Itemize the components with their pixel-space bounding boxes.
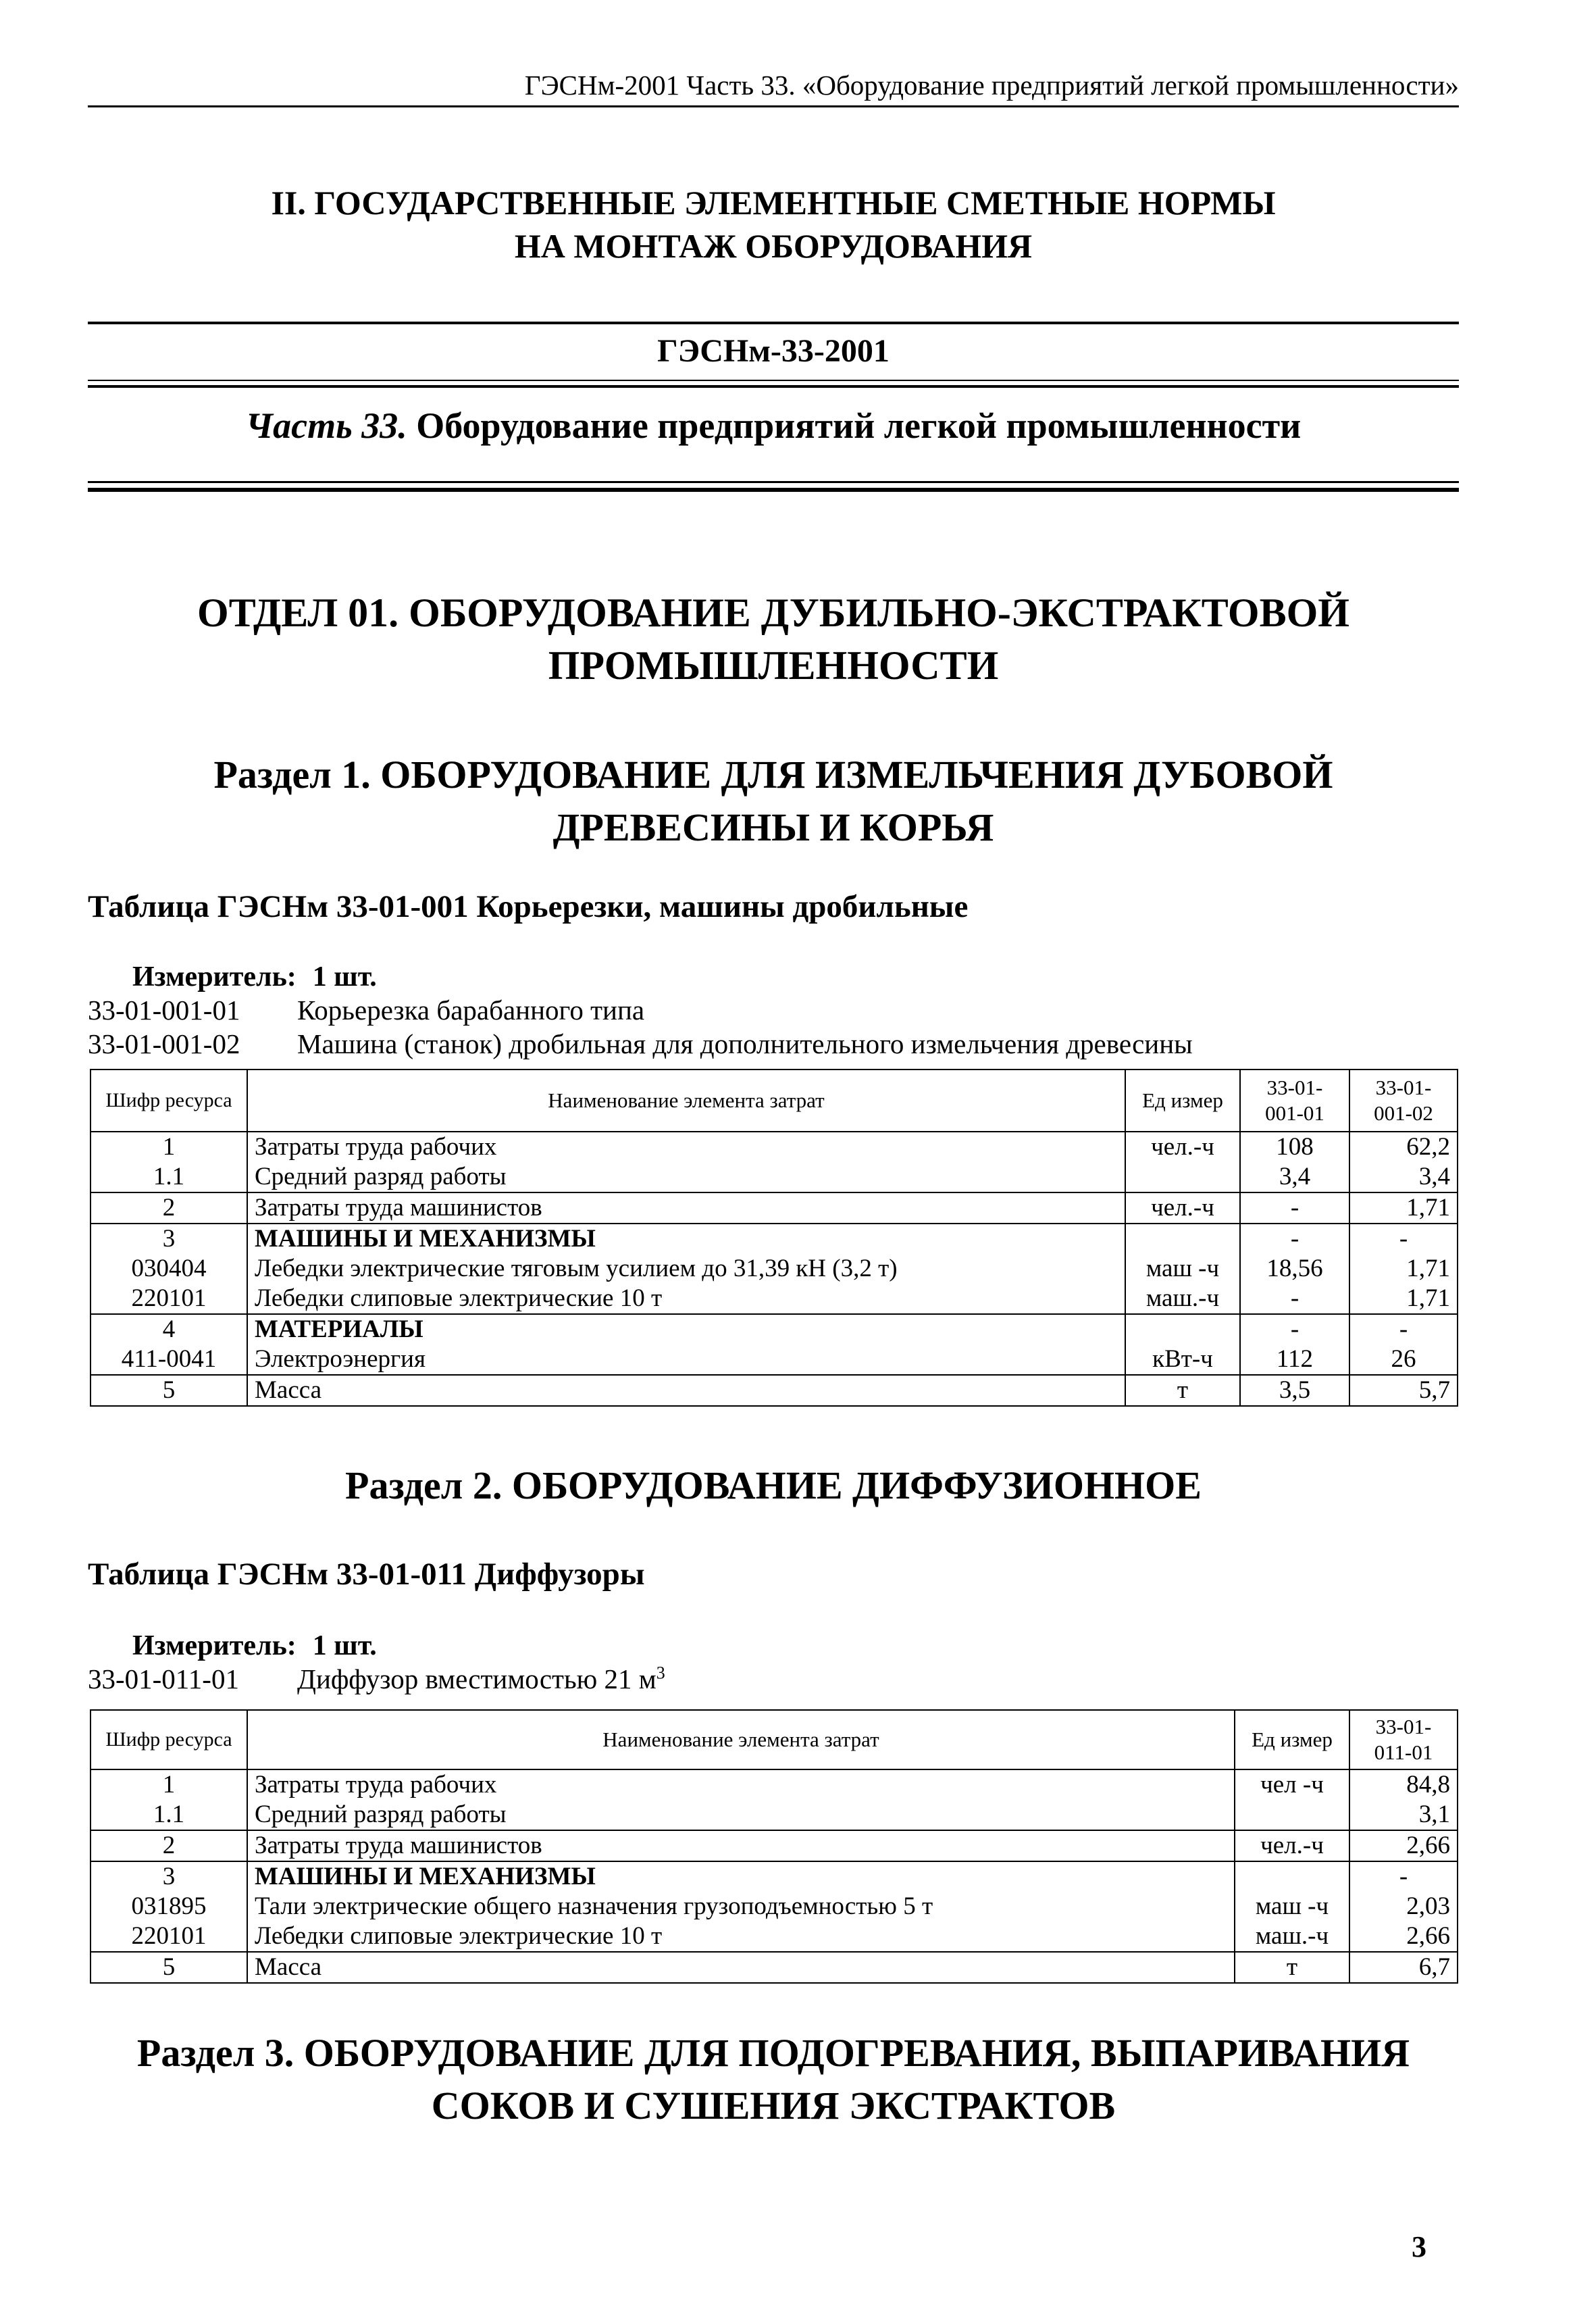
part-rule-1	[88, 481, 1459, 483]
table-row	[91, 1830, 1458, 1861]
table1	[90, 1069, 1458, 1407]
table-cell: -	[1240, 1192, 1349, 1224]
table-cell: Масса	[247, 1952, 1235, 1983]
table-row	[91, 1800, 1458, 1830]
table-cell: -	[1349, 1224, 1458, 1254]
table2-meter-value: 1 шт.	[312, 1630, 377, 1661]
table-cell	[1125, 1224, 1240, 1254]
razdel1-title	[88, 749, 1459, 854]
part-label: Часть 33.	[245, 405, 407, 446]
table2	[90, 1709, 1458, 1984]
table2-meter	[132, 1628, 377, 1663]
table-cell: 3,4	[1240, 1162, 1349, 1192]
norm-name: Корьерезка барабанного типа	[297, 995, 645, 1026]
table-cell: 18,56	[1240, 1254, 1349, 1284]
table1-title: Таблица ГЭСНм 33-01-001 Корьерезки, машины дробильные	[88, 889, 969, 924]
table-cell: 031895	[91, 1892, 247, 1921]
table-row	[91, 1952, 1458, 1983]
table-cell: Затраты труда машинистов	[247, 1192, 1125, 1224]
table-cell: Затраты труда машинистов	[247, 1830, 1235, 1861]
table-cell: маш.-ч	[1125, 1284, 1240, 1314]
table-cell: 1	[91, 1769, 247, 1800]
table-cell: 220101	[91, 1921, 247, 1952]
table-cell: Тали электрические общего назначения грузоподъемностью 5 т	[247, 1892, 1235, 1921]
table-row	[91, 1314, 1458, 1344]
norm-code: 33-01-001-01	[88, 995, 240, 1026]
norm-row	[88, 1027, 1193, 1061]
table-cell: Средний разряд работы	[247, 1800, 1235, 1830]
col-header-code: Шифр ресурса	[91, 1710, 247, 1769]
table-cell: 5	[91, 1952, 247, 1983]
header-line: 33-01-	[1375, 1715, 1432, 1738]
table-cell: 5	[91, 1375, 247, 1406]
table-cell: Затраты труда рабочих	[247, 1132, 1125, 1162]
col-header-name: Наименование элемента затрат	[247, 1070, 1125, 1132]
running-header: ГЭСНм-2001 Часть 33. «Оборудование предприятий легкой промышленности»	[524, 70, 1459, 101]
razdel3-title-line-2: СОКОВ И СУШЕНИЯ ЭКСТРАКТОВ	[431, 2084, 1116, 2128]
norm-code: 33-01-011-01	[88, 1663, 239, 1694]
table-cell: Лебедки электрические тяговым усилием до 31,39 кН (3,2 т)	[247, 1254, 1125, 1284]
table-row	[91, 1344, 1458, 1375]
table-cell: МАТЕРИАЛЫ	[247, 1314, 1125, 1344]
table2-title: Таблица ГЭСНм 33-01-011 Диффузоры	[88, 1557, 645, 1592]
header-line: 001-01	[1265, 1101, 1324, 1125]
table-row	[91, 1132, 1458, 1162]
table-row	[91, 1224, 1458, 1254]
table-cell: чел.-ч	[1235, 1830, 1349, 1861]
table-cell: МАШИНЫ И МЕХАНИЗМЫ	[247, 1224, 1125, 1254]
table1-meter-label: Измеритель:	[132, 961, 297, 992]
table-cell: 1.1	[91, 1800, 247, 1830]
table-cell: 4	[91, 1314, 247, 1344]
table-cell: 84,8	[1349, 1769, 1458, 1800]
table-row	[91, 1192, 1458, 1224]
part-title	[88, 403, 1459, 449]
table-cell: 3	[91, 1861, 247, 1892]
col-header-norm-2	[1349, 1070, 1458, 1132]
razdel1-title-line-1: Раздел 1. ОБОРУДОВАНИЕ ДЛЯ ИЗМЕЛЬЧЕНИЯ ДУБОВОЙ	[213, 753, 1333, 797]
section-title-line-2: НА МОНТАЖ ОБОРУДОВАНИЯ	[514, 227, 1033, 265]
table-row	[91, 1861, 1458, 1892]
table1-meter-value: 1 шт.	[312, 961, 377, 992]
table-cell: 108	[1240, 1132, 1349, 1162]
department-title-line-2: ПРОМЫШЛЕННОСТИ	[548, 643, 999, 688]
code-rule-mid-2	[88, 385, 1459, 388]
norm-row	[88, 993, 644, 1027]
table-row	[91, 1375, 1458, 1406]
table-row	[91, 1892, 1458, 1921]
table-cell: 3,1	[1349, 1800, 1458, 1830]
header-line: 33-01-	[1266, 1076, 1323, 1099]
page-number: 3	[1412, 2230, 1426, 2263]
section-title	[88, 181, 1459, 268]
table-cell: 1.1	[91, 1162, 247, 1192]
table-cell: Затраты труда рабочих	[247, 1769, 1235, 1800]
table-cell: 2	[91, 1192, 247, 1224]
section-title-line-1: II. ГОСУДАРСТВЕННЫЕ ЭЛЕМЕНТНЫЕ СМЕТНЫЕ НОРМЫ	[271, 184, 1276, 222]
razdel3-title	[88, 2027, 1459, 2132]
table-cell: 2	[91, 1830, 247, 1861]
department-title	[88, 586, 1459, 692]
table-cell: маш -ч	[1125, 1254, 1240, 1284]
header-line: 33-01-	[1375, 1076, 1432, 1099]
col-header-unit: Ед измер	[1235, 1710, 1349, 1769]
table-cell: Масса	[247, 1375, 1125, 1406]
table-cell	[1235, 1800, 1349, 1830]
table-cell: т	[1235, 1952, 1349, 1983]
table-cell: 2,03	[1349, 1892, 1458, 1921]
table-cell: -	[1240, 1284, 1349, 1314]
table-cell: Электроэнергия	[247, 1344, 1125, 1375]
table-cell: 5,7	[1349, 1375, 1458, 1406]
table-cell: 3	[91, 1224, 247, 1254]
table-cell: 1	[91, 1132, 247, 1162]
table-cell: -	[1349, 1861, 1458, 1892]
collection-code: ГЭСНм-33-2001	[657, 333, 890, 369]
table-cell: чел -ч	[1235, 1769, 1349, 1800]
code-rule-top	[88, 322, 1459, 324]
department-title-line-1: ОТДЕЛ 01. ОБОРУДОВАНИЕ ДУБИЛЬНО-ЭКСТРАКТОВОЙ	[197, 590, 1349, 635]
code-rule-mid-1	[88, 380, 1459, 381]
table-cell: Лебедки слиповые электрические 10 т	[247, 1284, 1125, 1314]
table-cell: маш.-ч	[1235, 1921, 1349, 1952]
table-cell: 3,5	[1240, 1375, 1349, 1406]
norm-name: Диффузор вместимостью 21 $м^3$	[297, 1663, 665, 1694]
razdel3-title-line-1: Раздел 3. ОБОРУДОВАНИЕ ДЛЯ ПОДОГРЕВАНИЯ, ВЫПАРИВАНИЯ	[136, 2031, 1410, 2075]
table-cell: 220101	[91, 1284, 247, 1314]
table-cell: 2,66	[1349, 1830, 1458, 1861]
superscript: 3	[656, 1663, 665, 1683]
table-cell: -	[1349, 1314, 1458, 1344]
col-header-norm-1	[1240, 1070, 1349, 1132]
table-cell: 030404	[91, 1254, 247, 1284]
table-cell: -	[1240, 1314, 1349, 1344]
norm-row	[88, 1662, 665, 1696]
table-cell	[1125, 1162, 1240, 1192]
table-cell: 1,71	[1349, 1192, 1458, 1224]
col-header-name: Наименование элемента затрат	[247, 1710, 1235, 1769]
table-cell: маш -ч	[1235, 1892, 1349, 1921]
table-cell: 62,2	[1349, 1132, 1458, 1162]
table-cell: 1,71	[1349, 1254, 1458, 1284]
table-row	[91, 1769, 1458, 1800]
header-rule	[88, 105, 1459, 107]
table-cell: 3,4	[1349, 1162, 1458, 1192]
col-header-unit: Ед измер	[1125, 1070, 1240, 1132]
table-cell: кВт-ч	[1125, 1344, 1240, 1375]
table-row	[91, 1162, 1458, 1192]
table-cell: чел.-ч	[1125, 1192, 1240, 1224]
part-rule-2	[88, 488, 1459, 492]
table-cell	[1235, 1861, 1349, 1892]
table-cell: 411-0041	[91, 1344, 247, 1375]
table-row	[91, 1254, 1458, 1284]
table1-meter	[132, 959, 377, 995]
table-cell: 1,71	[1349, 1284, 1458, 1314]
table-cell: чел.-ч	[1125, 1132, 1240, 1162]
table-cell: т	[1125, 1375, 1240, 1406]
col-header-code: Шифр ресурса	[91, 1070, 247, 1132]
header-line: 001-02	[1374, 1101, 1433, 1125]
table-row	[91, 1284, 1458, 1314]
table-cell: Средний разряд работы	[247, 1162, 1125, 1192]
norm-name: Машина (станок) дробильная для дополнительного измельчения древесины	[297, 1028, 1193, 1059]
table-cell: 2,66	[1349, 1921, 1458, 1952]
table2-meter-label: Измеритель:	[132, 1630, 297, 1661]
table-cell: 26	[1349, 1344, 1458, 1375]
header-line: 011-01	[1374, 1740, 1433, 1764]
table-cell: Лебедки слиповые электрические 10 т	[247, 1921, 1235, 1952]
table-cell: 112	[1240, 1344, 1349, 1375]
table-cell	[1125, 1314, 1240, 1344]
razdel1-title-line-2: ДРЕВЕСИНЫ И КОРЬЯ	[552, 805, 994, 849]
razdel2-title: Раздел 2. ОБОРУДОВАНИЕ ДИФФУЗИОННОЕ	[345, 1463, 1202, 1507]
part-name: Оборудование предприятий легкой промышленности	[416, 405, 1302, 446]
table-cell: -	[1240, 1224, 1349, 1254]
table-cell: 6,7	[1349, 1952, 1458, 1983]
norm-code: 33-01-001-02	[88, 1028, 240, 1059]
col-header-norm-1	[1349, 1710, 1458, 1769]
table-cell: МАШИНЫ И МЕХАНИЗМЫ	[247, 1861, 1235, 1892]
table-row	[91, 1921, 1458, 1952]
